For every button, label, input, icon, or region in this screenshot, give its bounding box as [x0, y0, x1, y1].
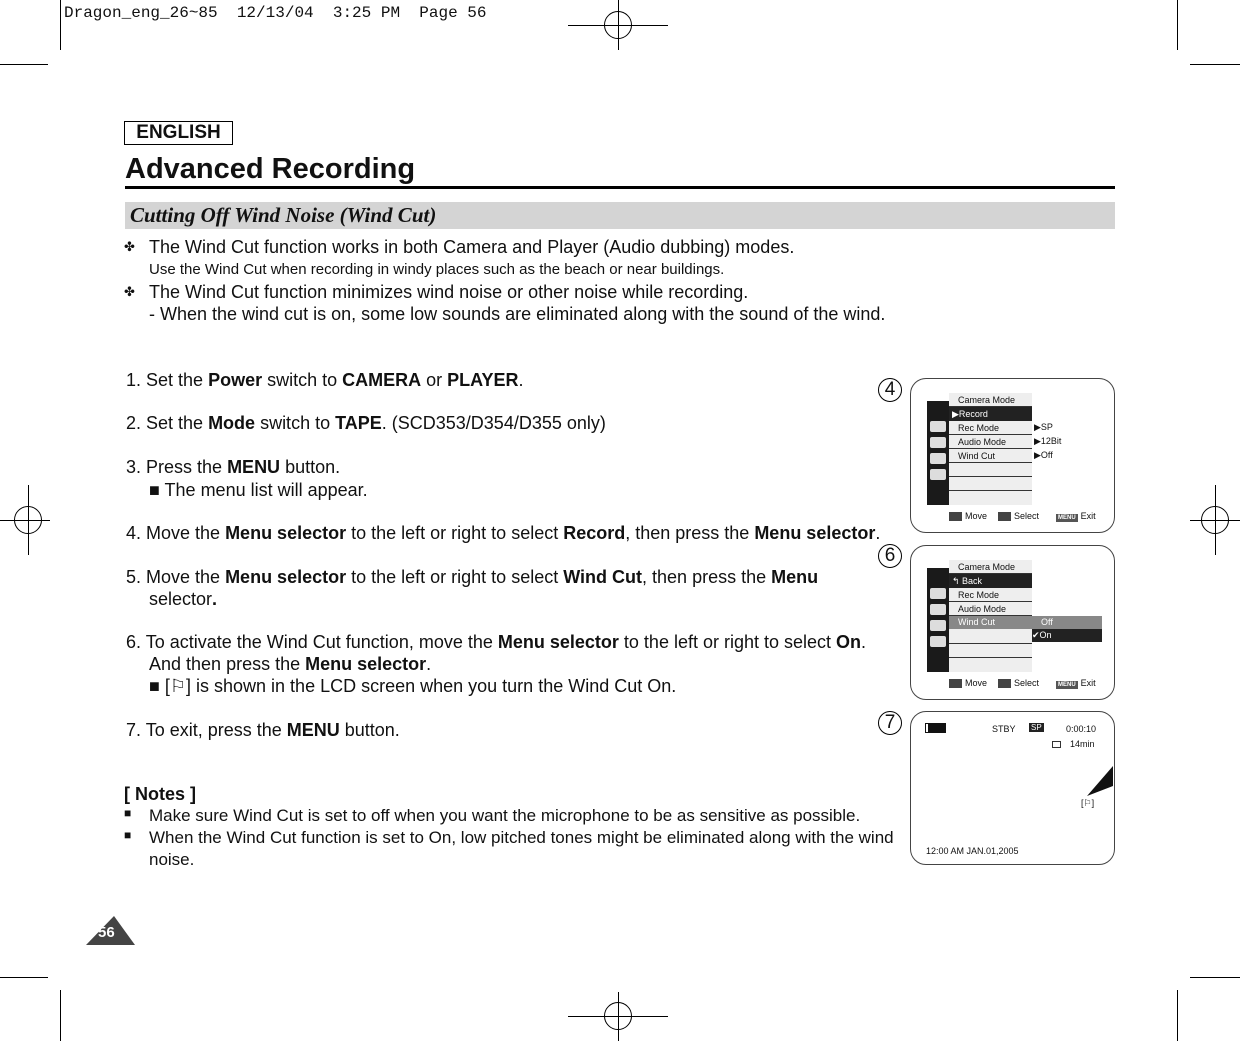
step-text: .: [426, 654, 432, 674]
emphasis-text: PLAYER: [447, 370, 519, 390]
emphasis-text: MENU: [227, 457, 281, 477]
menu-header: Camera Mode: [949, 393, 1032, 407]
step-text: switch to: [262, 370, 343, 390]
tape-mode-badge: SP: [1031, 723, 1042, 732]
note-item-cont: noise.: [149, 850, 195, 869]
crop-mark: [60, 990, 61, 1041]
step-text: , then press the: [642, 567, 772, 587]
intro-text: The Wind Cut function minimizes wind noise or other noise while recording.: [149, 282, 749, 302]
option-on[interactable]: ✔On: [1032, 629, 1102, 642]
print-slug: Dragon_eng_26~85 12/13/04 3:25 PM Page 56: [64, 4, 487, 22]
emphasis-text: MENU: [286, 720, 340, 740]
intro-subtext: - When the wind cut is on, some low sounds are eliminated along with the sound of the wind.: [149, 304, 886, 324]
menu-item[interactable]: Rec Mode: [949, 421, 1032, 435]
cassette-icon: [930, 588, 946, 599]
step-2: [126, 413, 606, 434]
move-icon: [949, 512, 962, 521]
emphasis-text: On: [836, 632, 862, 652]
menu-header: Camera Mode: [949, 560, 1032, 574]
emphasis-text: Wind Cut: [563, 567, 643, 587]
step-text: 3. Press the: [126, 457, 228, 477]
step-3-note: ■ The menu list will appear.: [149, 480, 368, 500]
option-off[interactable]: Off: [1041, 617, 1053, 627]
crop-mark: [28, 485, 29, 555]
step-number-4: 4: [878, 378, 902, 402]
select-icon: [998, 679, 1011, 688]
step-text: 2. Set the: [126, 413, 209, 433]
crop-mark: [0, 64, 48, 65]
language-badge: ENGLISH: [124, 121, 233, 145]
step-text: or: [421, 370, 448, 390]
status-text: STBY: [992, 724, 1016, 734]
bullet-icon: ✤: [124, 284, 135, 299]
menu-item[interactable]: Wind Cut: [949, 449, 1032, 463]
emphasis-text: Menu selector: [754, 523, 876, 543]
lcd-menu-windcut: Camera Mode ↰ Back Rec Mode Audio Mode Wind Cut Off ✔On Move Select MENU Exit: [910, 545, 1115, 700]
step-6-cont: [149, 654, 431, 675]
emphasis-text: Power: [208, 370, 263, 390]
select-icon: [998, 512, 1011, 521]
crop-mark: [618, 0, 619, 50]
step-text: switch to: [255, 413, 336, 433]
step-text: button.: [339, 720, 400, 740]
crop-mark: [1215, 485, 1216, 555]
move-icon: [949, 679, 962, 688]
camera-icon: [930, 437, 946, 448]
wind-cut-indicator: [⚐]: [1081, 798, 1095, 808]
date-time: 12:00 AM JAN.01,2005: [926, 846, 1019, 856]
menu-sidebar: [927, 568, 949, 672]
notes-heading: [ Notes ]: [124, 784, 196, 804]
crop-mark: [1190, 64, 1240, 65]
step-7: [126, 720, 400, 741]
menu-sidebar: [927, 401, 949, 505]
remaining-time: 14min: [1070, 739, 1095, 749]
step-text: .: [861, 632, 867, 652]
step-5: [126, 567, 818, 588]
step-text: to the left or right to select: [346, 523, 564, 543]
gear-icon: [930, 469, 946, 480]
step-text: 7. To exit, press the: [126, 720, 287, 740]
time-counter: 0:00:10: [1066, 724, 1097, 734]
step-text: .: [875, 523, 881, 543]
emphasis-text: Menu selector: [225, 523, 347, 543]
step-text: to the left or right to select: [346, 567, 564, 587]
step-5-cont: [149, 589, 217, 610]
intro-text: The Wind Cut function works in both Camera and Player (Audio dubbing) modes.: [149, 237, 795, 257]
step-text: selector: [149, 589, 213, 609]
crop-mark: [1177, 0, 1178, 50]
step-text: 1. Set the: [126, 370, 209, 390]
step-text: 5. Move the: [126, 567, 226, 587]
menu-value: ▶12Bit: [1034, 436, 1062, 446]
tv-icon: [930, 620, 946, 631]
menu-item[interactable]: Audio Mode: [949, 435, 1032, 449]
menu-item[interactable]: Rec Mode: [949, 588, 1032, 602]
step-number-7: 7: [878, 711, 902, 735]
menu-item-windcut[interactable]: Wind Cut Off: [949, 616, 1102, 629]
section-heading: Cutting Off Wind Noise (Wind Cut): [125, 202, 1115, 229]
crop-mark: [0, 520, 50, 521]
emphasis-text: Menu selector: [305, 654, 427, 674]
step-text: to the left or right to select: [618, 632, 837, 652]
crop-mark: [618, 992, 619, 1041]
step-text: .: [518, 370, 524, 390]
step-number-6: 6: [878, 544, 902, 568]
step-1: [126, 370, 524, 391]
lcd-standby-screen: [910, 711, 1115, 865]
step-text: . (SCD353/D354/D355 only): [381, 413, 606, 433]
step-text: And then press the: [149, 654, 306, 674]
emphasis-text: CAMERA: [342, 370, 422, 390]
note-item: Make sure Wind Cut is set to off when you want the microphone to be as sensitive as possible.: [149, 806, 861, 825]
step-6: [126, 632, 866, 653]
step-4: [126, 523, 880, 544]
emphasis-text: Menu selector: [497, 632, 619, 652]
menu-selected[interactable]: ▶Record: [949, 407, 1032, 421]
tape-icon: [1052, 741, 1061, 748]
intro-subtext: Use the Wind Cut when recording in windy places such as the beach or near buildings.: [149, 261, 725, 278]
gear-icon: [930, 636, 946, 647]
emphasis-text: .: [212, 589, 218, 609]
step-text: 6. To activate the Wind Cut function, move the: [126, 632, 498, 652]
page-title: Advanced Recording: [125, 153, 416, 185]
emphasis-text: Mode: [208, 413, 256, 433]
note-item: When the Wind Cut function is set to On, low pitched tones might be eliminated along with the wind: [149, 828, 894, 847]
step-6-note: ■ [⚐] is shown in the LCD screen when you turn the Wind Cut On.: [149, 676, 677, 696]
step-text: , then press the: [625, 523, 755, 543]
menu-value: ▶Off: [1034, 450, 1053, 460]
crop-mark: [0, 977, 48, 978]
emphasis-text: Menu selector: [225, 567, 347, 587]
lcd-menu-record: Camera Mode ▶Record Rec Mode Audio Mode Wind Cut ▶SP ▶12Bit ▶Off Move Select MENU Exit: [910, 378, 1115, 533]
step-3: [126, 457, 340, 478]
tv-icon: [930, 453, 946, 464]
bullet-icon: ✤: [124, 239, 135, 254]
emphasis-text: Record: [563, 523, 626, 543]
menu-value: ▶SP: [1034, 422, 1053, 432]
step-text: 4. Move the: [126, 523, 226, 543]
cassette-icon: [930, 421, 946, 432]
page-number: 56: [98, 924, 115, 941]
menu-item[interactable]: Audio Mode: [949, 602, 1032, 616]
step-text: button.: [280, 457, 341, 477]
emphasis-text: TAPE: [335, 413, 382, 433]
crop-mark: [1190, 977, 1240, 978]
title-rule: [125, 186, 1115, 189]
battery-icon: [926, 724, 945, 732]
crop-mark: [1177, 990, 1178, 1041]
emphasis-text: Menu: [771, 567, 819, 587]
camera-icon: [930, 604, 946, 615]
crop-mark: [60, 0, 61, 50]
menu-back[interactable]: ↰ Back: [949, 574, 1032, 588]
